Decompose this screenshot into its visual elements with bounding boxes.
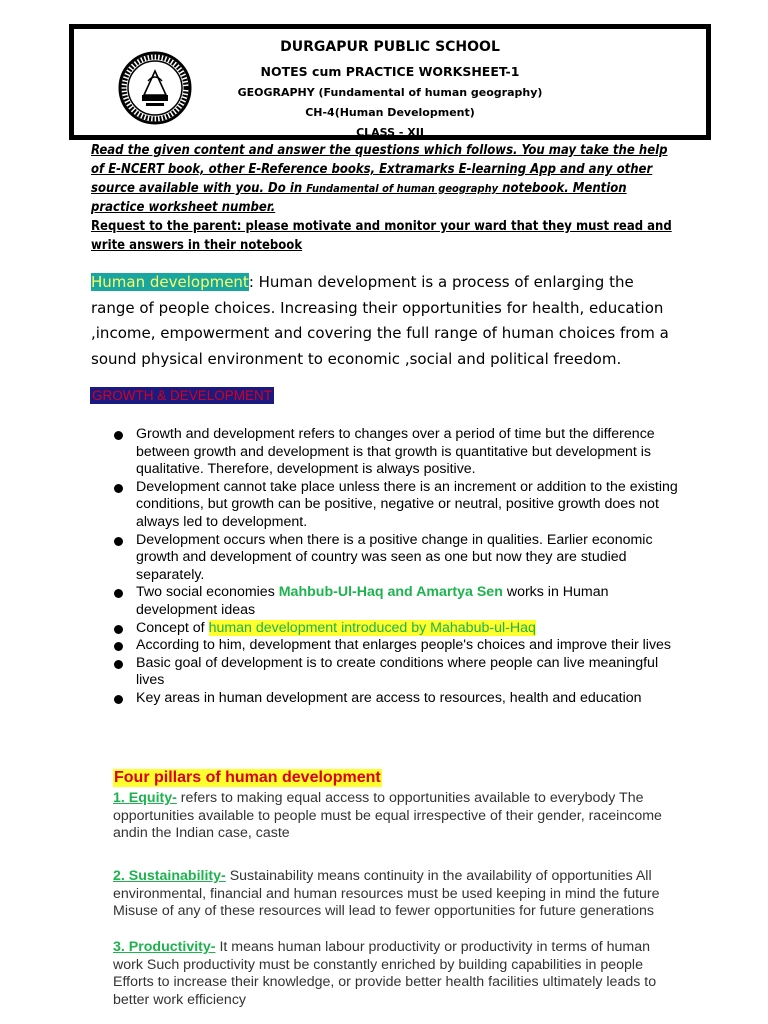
pillar-equity [113,790,683,843]
pillar-text: refers to making equal access to opportunities available to everybody The opportunities available to people must be equal irrespective of their gender, raceincome andin the Indian case, caste [113,790,662,842]
pillar-heading: 1. Equity- [113,790,177,806]
pillar-sustainability [113,868,683,921]
list-item [112,655,682,690]
header-box [69,24,711,140]
pillars-title: Four pillars of human development [114,769,381,786]
instructions [91,141,681,255]
intro-text: : Human development is a process of enlarging the range of people choices. Increasing their opportunities for health, education ,income, empowerment and covering the full range of human choices from a sound physical environment to economic ,social and political freedom. [91,273,669,368]
intro-term: Human development [91,273,249,291]
list-item [112,426,682,479]
section-heading: GROWTH & DEVELOPMENT [92,388,273,403]
bullet-icon [114,642,123,651]
list-item [112,479,682,532]
parent-request: Request to the parent: please motivate and monitor your ward that they must read and write answers in their notebook [91,219,672,253]
concept-highlight: human development introduced by Mahabub-ul-Haq [208,619,536,636]
bullet-icon [114,589,123,598]
instructions-notebook: Fundamental of human geography [306,182,499,195]
bullet-text: Basic goal of development is to create conditions where people can live meaningful lives [136,654,659,689]
bullet-text: Development occurs when there is a positive change in qualities. Earlier economic growth and development of country was seen as one but now they are studied separately. [136,531,653,583]
pillar-text: Sustainability means continuity in the availability of opportunities All environmental, financial and human resources must be used keeping in mind the future Misuse of any of these resources will lead to fewer opportunities for future generations [113,868,660,920]
economists-names: Mahbub-Ul-Haq and Amartya Sen [278,584,503,601]
subject-line: GEOGRAPHY (Fundamental of human geography) [237,86,543,99]
list-item [112,637,682,655]
instructions-part3: notebook. Mention practice worksheet number. [91,181,627,215]
bullet-text: Concept of [136,619,209,636]
list-item [112,690,682,708]
chapter-line: CH-4(Human Development) [305,106,475,119]
bullet-icon [114,695,123,704]
worksheet-title: NOTES cum PRACTICE WORKSHEET-1 [260,64,520,79]
intro-paragraph [91,270,681,372]
bullet-text: Key areas in human development are access to resources, health and education [136,689,642,706]
list-item [112,620,682,638]
instructions-part1: Read the given content and answer the questions which follows. You may take the help of E-NCERT book, other E-Reference books, Extramarks E-learning App and any other source available with you. Do in [91,143,668,196]
bullet-list [112,426,682,708]
list-item [112,584,682,619]
bullet-text: Development cannot take place unless there is an increment or addition to the existing conditions, but growth can be positive, negative or neutral, positive growth does not always led to development. [136,478,678,530]
pillar-heading: 2. Sustainability- [113,868,226,884]
school-name: DURGAPUR PUBLIC SCHOOL [280,39,500,55]
bullet-text: Growth and development refers to changes over a period of time but the difference between growth and development is that growth is quantitative but development is qualitative. Therefore, development is always positive. [136,426,655,478]
pillar-text: It means human labour productivity or productivity in terms of human work Such productivity must be constantly enriched by building capabilities in people Efforts to increase their knowledge, or provide better health facilities ultimately leads to better work efficiency [113,939,657,1008]
bullet-text: According to him, development that enlarges people's choices and improve their lives [136,637,672,654]
bullet-icon [114,431,123,440]
bullet-icon [114,625,123,634]
bullet-icon [114,537,123,546]
bullet-icon [114,660,123,669]
class-line: CLASS - XII [356,126,424,139]
bullet-icon [114,484,123,493]
bullet-text: works in Human development ideas [136,584,609,618]
instructions-main [91,141,681,217]
pillar-heading: 3. Productivity- [113,939,216,955]
bullet-text: Two social economies [136,584,279,601]
list-item [112,532,682,585]
pillar-productivity [113,939,683,1009]
